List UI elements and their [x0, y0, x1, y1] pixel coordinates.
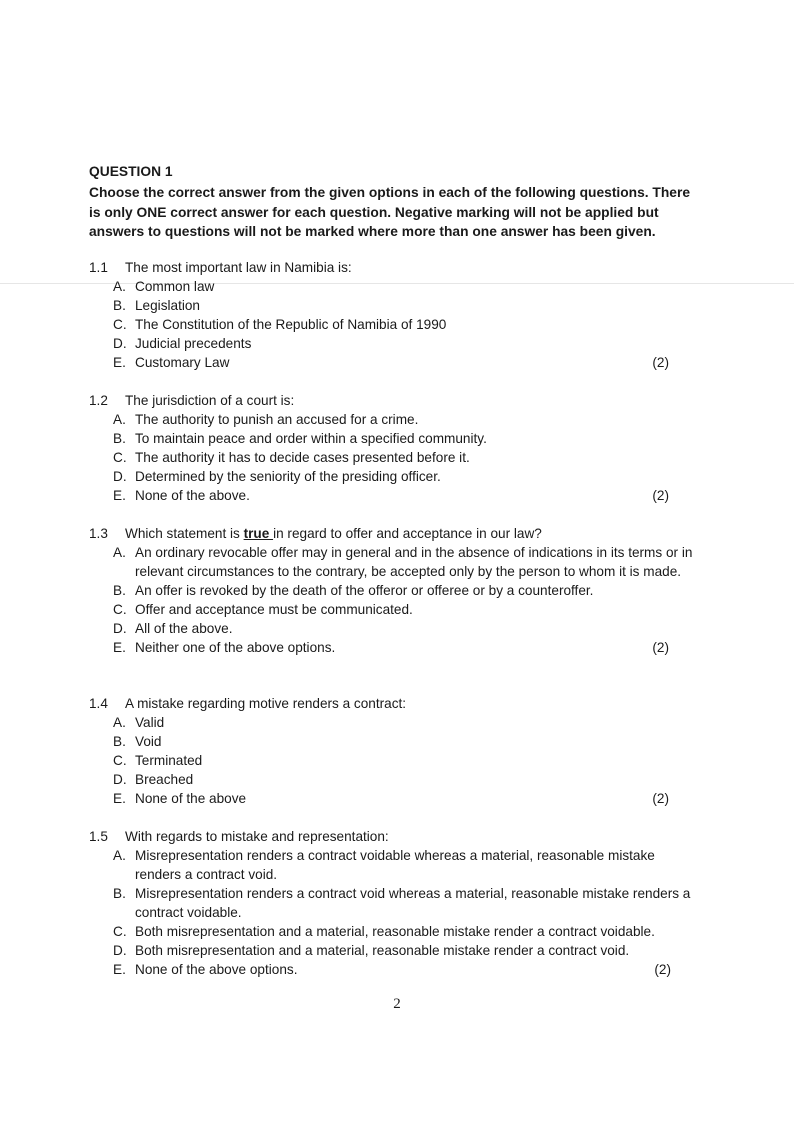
option-letter: A.	[113, 545, 126, 560]
option-text: None of the above.	[135, 488, 250, 503]
option-a	[89, 846, 699, 884]
option-letter: D.	[113, 772, 127, 787]
option-letter: C.	[113, 317, 127, 332]
question-text: The most important law in Namibia is:	[125, 260, 352, 275]
option-text: Void	[135, 734, 162, 749]
option-letter: B.	[113, 583, 126, 598]
option-text: None of the above options.	[135, 962, 298, 977]
option-text: Both misrepresentation and a material, reasonable mistake render a contract void.	[135, 943, 630, 958]
option-text: Judicial precedents	[135, 336, 252, 351]
option-text: None of the above	[135, 791, 247, 806]
option-letter: E.	[113, 962, 126, 977]
option-letter: B.	[113, 886, 126, 901]
option-letter: E.	[113, 791, 126, 806]
option-letter: E.	[113, 640, 126, 655]
question-text-before: Which statement is	[125, 526, 244, 541]
marks-label: (2)	[652, 640, 669, 655]
option-text: All of the above.	[135, 621, 233, 636]
question-number: 1.5	[89, 829, 108, 844]
question-text-after: in regard to offer and acceptance in our law?	[273, 526, 542, 541]
options-list	[89, 713, 699, 808]
option-letter: D.	[113, 336, 127, 351]
question-stem	[89, 827, 699, 846]
option-text: Neither one of the above options.	[135, 640, 336, 655]
option-e	[89, 638, 699, 657]
question-1-4	[89, 694, 699, 808]
option-text: The Constitution of the Republic of Namibia of 1990	[135, 317, 447, 332]
option-d	[89, 334, 699, 353]
option-c	[89, 315, 699, 334]
option-text: An offer is revoked by the death of the offeror or offeree or by a counteroffer.	[135, 583, 594, 598]
option-text: Terminated	[135, 753, 203, 768]
question-emphasis: true	[243, 526, 274, 541]
option-letter: B.	[113, 298, 126, 313]
option-letter: B.	[113, 431, 126, 446]
option-text: Determined by the seniority of the presiding officer.	[135, 469, 441, 484]
option-c	[89, 448, 699, 467]
option-letter: D.	[113, 469, 127, 484]
option-text: To maintain peace and order within a specified community.	[135, 431, 487, 446]
option-text: Misrepresentation renders a contract voidable whereas a material, reasonable mistake renders a contract void.	[135, 848, 655, 882]
option-d	[89, 770, 699, 789]
option-d	[89, 941, 699, 960]
option-text: Legislation	[135, 298, 200, 313]
option-letter: C.	[113, 753, 127, 768]
question-stem	[89, 391, 699, 410]
option-text: An ordinary revocable offer may in general and in the absence of indications in its terms or in relevant circumstances to the contrary, be accepted only by the person to whom it is made.	[135, 545, 693, 579]
option-d	[89, 467, 699, 486]
option-letter: E.	[113, 488, 126, 503]
option-b	[89, 884, 699, 922]
option-letter: D.	[113, 621, 127, 636]
marks-label: (2)	[652, 355, 669, 370]
option-letter: C.	[113, 450, 127, 465]
option-d	[89, 619, 699, 638]
question-1-1	[89, 258, 699, 372]
option-text: Offer and acceptance must be communicated.	[135, 602, 413, 617]
option-e	[89, 789, 699, 808]
option-letter: C.	[113, 924, 127, 939]
option-text: Common law	[135, 279, 215, 294]
option-text: Misrepresentation renders a contract void whereas a material, reasonable mistake renders a contract voidable.	[135, 886, 691, 920]
marks-label: (2)	[654, 962, 671, 977]
option-a	[89, 713, 699, 732]
option-text: Breached	[135, 772, 194, 787]
option-letter: B.	[113, 734, 126, 749]
option-b	[89, 732, 699, 751]
option-c	[89, 922, 699, 941]
option-b	[89, 429, 699, 448]
question-text: With regards to mistake and representation:	[125, 829, 389, 844]
option-text: Customary Law	[135, 355, 230, 370]
options-list	[89, 846, 699, 979]
options-list	[89, 543, 699, 657]
option-e	[89, 960, 699, 979]
option-letter: A.	[113, 715, 126, 730]
option-a	[89, 543, 699, 581]
question-1-2	[89, 391, 699, 505]
option-letter: C.	[113, 602, 127, 617]
option-text: Valid	[135, 715, 165, 730]
page-number: 2	[393, 996, 401, 1012]
question-heading: QUESTION 1	[89, 164, 173, 179]
question-text: A mistake regarding motive renders a contract:	[125, 696, 407, 711]
marks-label: (2)	[652, 488, 669, 503]
option-letter: E.	[113, 355, 126, 370]
option-text: The authority to punish an accused for a crime.	[135, 412, 419, 427]
question-number: 1.3	[89, 526, 108, 541]
question-1-3	[89, 524, 699, 657]
question-text: The jurisdiction of a court is:	[125, 393, 295, 408]
question-1-5	[89, 827, 699, 979]
option-b	[89, 296, 699, 315]
option-e	[89, 353, 699, 372]
question-stem	[89, 694, 699, 713]
question-instructions: Choose the correct answer from the given options in each of the following questions. There is only ONE correct answer for each question. Negative marking will not be applied but answers to questions will not be marked where more than one answer has been given.	[89, 185, 691, 239]
option-text: The authority it has to decide cases presented before it.	[135, 450, 470, 465]
option-c	[89, 600, 699, 619]
option-text: Both misrepresentation and a material, reasonable mistake render a contract voidable.	[135, 924, 655, 939]
option-letter: A.	[113, 412, 126, 427]
option-c	[89, 751, 699, 770]
option-letter: A.	[113, 848, 126, 863]
marks-label: (2)	[652, 791, 669, 806]
question-number: 1.4	[89, 696, 108, 711]
options-list	[89, 410, 699, 505]
question-stem	[89, 258, 699, 277]
option-letter: A.	[113, 279, 126, 294]
question-stem	[89, 524, 699, 543]
option-b	[89, 581, 699, 600]
question-number: 1.1	[89, 260, 108, 275]
option-e	[89, 486, 699, 505]
option-a	[89, 410, 699, 429]
option-letter: D.	[113, 943, 127, 958]
question-number: 1.2	[89, 393, 108, 408]
options-list	[89, 277, 699, 372]
option-a	[89, 277, 699, 296]
